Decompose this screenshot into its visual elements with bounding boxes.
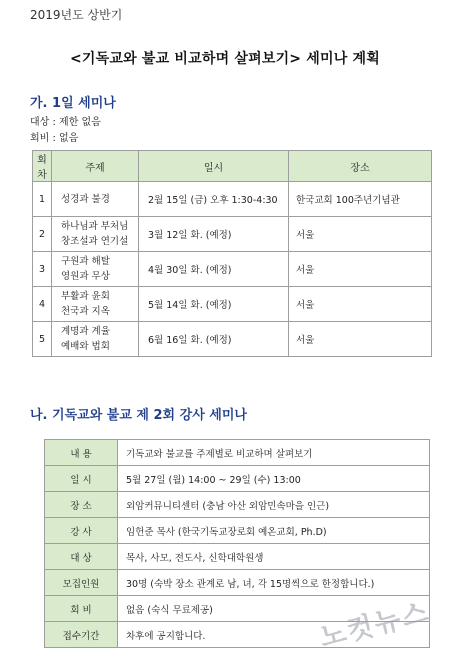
table-row [45, 570, 430, 596]
table-row [33, 287, 432, 322]
row-value: 30명 (숙박 장소 관계로 남, 녀, 각 15명씩으로 한정합니다.) [118, 570, 430, 596]
header-place: 장소 [289, 151, 432, 182]
row-label: 회 비 [45, 596, 118, 622]
row-value: 임헌준 목사 (한국기독교장로회 예온교회, Ph.D) [118, 518, 430, 544]
row-date: 5월 14일 화. (예정) [139, 287, 289, 322]
row-subject: 구원과 해탈 영원과 무상 [52, 252, 139, 287]
row-place: 서울 [289, 322, 432, 357]
row-subject: 계명과 계율 예배와 법회 [52, 322, 139, 357]
header-date: 일시 [139, 151, 289, 182]
year-label: 2019년도 상반기 [30, 8, 123, 22]
table-row [45, 466, 430, 492]
row-date: 2월 15일 (금) 오후 1:30-4:30 [139, 182, 289, 217]
row-subject: 성경과 불경 [52, 182, 139, 217]
table-row [33, 252, 432, 287]
row-value: 없음 (숙식 무료제공) [118, 596, 430, 622]
row-label: 대 상 [45, 544, 118, 570]
row-num: 1 [33, 182, 52, 217]
row-place: 서울 [289, 287, 432, 322]
table-row [45, 440, 430, 466]
section1-fee: 회비 : 없음 [30, 133, 79, 144]
section1-heading: 가. 1일 세미나 [30, 96, 116, 111]
row-num: 5 [33, 322, 52, 357]
table-row [45, 544, 430, 570]
row-subject: 하나님과 부처님 창조설과 연기설 [52, 217, 139, 252]
header-subject: 주제 [52, 151, 139, 182]
row-value: 차후에 공지합니다. [118, 622, 430, 648]
row-date: 4월 30일 화. (예정) [139, 252, 289, 287]
section1-target: 대상 : 제한 없음 [30, 117, 101, 128]
row-label: 접수기간 [45, 622, 118, 648]
table-row [45, 518, 430, 544]
table-header-row [33, 151, 432, 182]
seminar-schedule-table [32, 150, 432, 357]
row-label: 모집인원 [45, 570, 118, 596]
row-label: 일 시 [45, 466, 118, 492]
table-row [33, 217, 432, 252]
row-place: 서울 [289, 252, 432, 287]
row-num: 2 [33, 217, 52, 252]
row-date: 3월 12일 화. (예정) [139, 217, 289, 252]
row-value: 기독교와 불교를 주제별로 비교하며 살펴보기 [118, 440, 430, 466]
header-num: 회 차 [33, 151, 52, 182]
table-row [33, 322, 432, 357]
section2-heading: 나. 기독교와 불교 제 2회 강사 세미나 [30, 408, 247, 423]
row-label: 내 용 [45, 440, 118, 466]
row-value: 외암커뮤니티센터 (충남 아산 외암민속마을 인근) [118, 492, 430, 518]
row-num: 3 [33, 252, 52, 287]
row-label: 장 소 [45, 492, 118, 518]
document-title: <기독교와 불교 비교하며 살펴보기> 세미나 계획 [70, 51, 380, 67]
row-place: 서울 [289, 217, 432, 252]
row-place: 한국교회 100주년기념관 [289, 182, 432, 217]
row-subject: 부활과 윤회 천국과 지옥 [52, 287, 139, 322]
row-date: 6월 16일 화. (예정) [139, 322, 289, 357]
table-row [33, 182, 432, 217]
table-row [45, 492, 430, 518]
row-value: 목사, 사모, 전도사, 신학대학원생 [118, 544, 430, 570]
row-value: 5월 27일 (월) 14:00 ~ 29일 (수) 13:00 [118, 466, 430, 492]
watermark-logo: 노컷뉴스 [316, 596, 434, 655]
row-label: 강 사 [45, 518, 118, 544]
row-num: 4 [33, 287, 52, 322]
